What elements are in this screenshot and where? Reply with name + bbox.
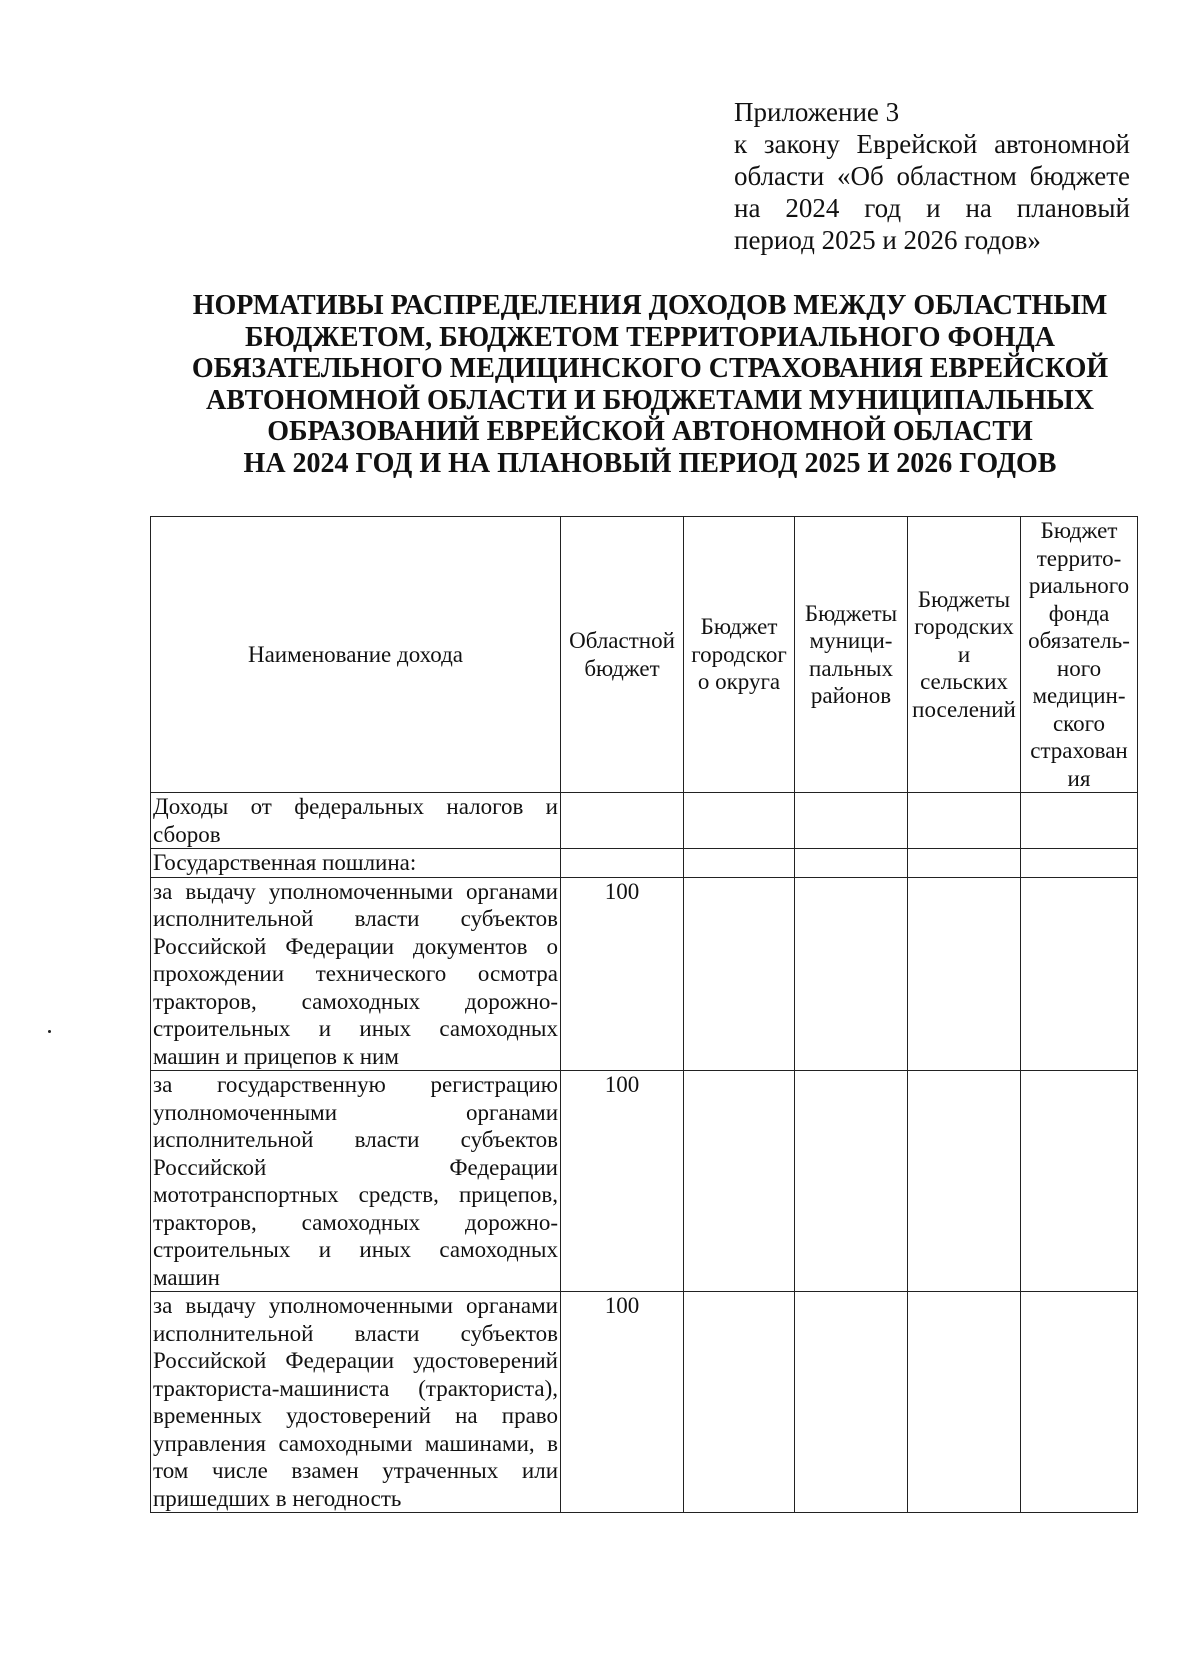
- header-label-line: и: [957, 641, 971, 667]
- header-label-line: городског: [691, 641, 787, 667]
- settlements-value: [908, 849, 1021, 878]
- header-label-line: ного: [1056, 655, 1102, 681]
- title-line: НА 2024 ГОД И НА ПЛАНОВЫЙ ПЕРИОД 2025 И 2026 ГОДОВ: [243, 447, 1057, 479]
- header-label-line: пальных: [809, 655, 893, 681]
- document-title: [150, 290, 1150, 479]
- income-name-line: машин и прицепов к ним: [153, 1043, 399, 1069]
- income-name-line: тракторов, самоходных дорожно-: [153, 1209, 558, 1235]
- income-name-line: уполномоченными органами: [153, 1099, 558, 1125]
- health-fund-value: [1021, 793, 1138, 849]
- appendix-header: [734, 96, 1130, 256]
- header-label-line: Бюджеты: [917, 586, 1011, 612]
- income-name-line: сборов: [153, 821, 221, 847]
- health-fund-value: [1021, 1292, 1138, 1513]
- city-district-value: [684, 877, 795, 1071]
- header-label-line: страхован: [1030, 738, 1128, 763]
- income-name-cell: [151, 1292, 561, 1513]
- income-name-line: Российской Федерации: [153, 1154, 558, 1180]
- income-name-line: за государственную регистрацию: [153, 1072, 558, 1097]
- income-name-line: за выдачу уполномоченными органами: [153, 1293, 558, 1318]
- table-row: [151, 1292, 1138, 1513]
- municipal-districts-value: [795, 1292, 908, 1513]
- header-settlements-budget: [908, 517, 1021, 793]
- city-district-value: [684, 793, 795, 849]
- health-fund-value: [1021, 877, 1138, 1071]
- header-row: [151, 517, 1138, 793]
- income-name-line: Доходы от федеральных налогов и: [153, 794, 558, 819]
- municipal-districts-value: [795, 849, 908, 878]
- header-label-line: бюджет: [584, 655, 660, 681]
- income-name-line: Государственная пошлина:: [153, 850, 417, 875]
- regional-value: 100: [561, 1071, 684, 1292]
- header-label-line: поселений: [912, 696, 1016, 722]
- regional-value: [561, 793, 684, 849]
- income-name-line: исполнительной власти субъектов: [153, 906, 558, 931]
- income-name-line: том числе взамен утраченных или: [153, 1458, 558, 1483]
- header-name: Наименование дохода: [151, 517, 561, 793]
- header-label-line: городских: [914, 614, 1014, 640]
- header-label-line: фонда: [1048, 600, 1110, 626]
- appendix-line: период 2025 и 2026 годов»: [734, 225, 1041, 255]
- header-city-district-budget: [684, 517, 795, 793]
- appendix-line: Приложение 3: [734, 97, 900, 127]
- income-name-line: Российской Федерации удостоверений: [153, 1348, 558, 1373]
- regional-value: 100: [561, 1292, 684, 1513]
- header-label-line: Областной: [569, 628, 675, 653]
- header-label-line: ия: [1067, 765, 1091, 791]
- header-label-line: Бюджет: [700, 614, 778, 640]
- settlements-value: [908, 1071, 1021, 1292]
- table-row: [151, 1071, 1138, 1292]
- header-label-line: муници-: [809, 628, 893, 653]
- municipal-districts-value: [795, 877, 908, 1071]
- header-municipal-districts-budget: [795, 517, 908, 793]
- income-name-cell: [151, 1071, 561, 1292]
- header-health-fund-budget: [1021, 517, 1138, 793]
- income-name-line: мототранспортных средств, прицепов,: [153, 1182, 558, 1207]
- title-line: ОБРАЗОВАНИЙ ЕВРЕЙСКОЙ АВТОНОМНОЙ ОБЛАСТИ: [267, 416, 1033, 447]
- title-line: НОРМАТИВЫ РАСПРЕДЕЛЕНИЯ ДОХОДОВ МЕЖДУ ОБЛАСТНЫМ: [192, 290, 1108, 321]
- header-label-line: риального: [1028, 573, 1130, 598]
- income-name-line: машин: [153, 1264, 220, 1290]
- city-district-value: [684, 849, 795, 878]
- appendix-line: области «Об областном бюджете: [734, 161, 1130, 191]
- settlements-value: [908, 793, 1021, 849]
- norms-table: [150, 516, 1138, 1513]
- regional-value: 100: [561, 877, 684, 1071]
- header-label-line: о округа: [697, 669, 781, 695]
- header-label-line: Бюджеты: [804, 600, 898, 626]
- income-name-line: временных удостоверений на право: [153, 1403, 558, 1428]
- header-label-line: районов: [810, 683, 892, 708]
- income-name-line: за выдачу уполномоченными органами: [153, 878, 558, 904]
- settlements-value: [908, 877, 1021, 1071]
- header-label-line: ского: [1052, 710, 1106, 736]
- appendix-line: к закону Еврейской автономной: [734, 129, 1130, 159]
- income-name-line: тракторов, самоходных дорожно-: [153, 988, 558, 1014]
- city-district-value: [684, 1292, 795, 1513]
- income-name-line: строительных и иных самоходных: [153, 1016, 558, 1041]
- income-name-cell: [151, 849, 561, 878]
- income-name-line: исполнительной власти субъектов: [153, 1127, 558, 1152]
- table-row: [151, 877, 1138, 1071]
- income-name-line: пришедших в негодность: [153, 1485, 402, 1511]
- income-name-line: прохождении технического осмотра: [153, 961, 558, 986]
- header-label-line: обязатель-: [1028, 628, 1130, 653]
- header-label-line: сельских: [920, 669, 1008, 695]
- appendix-line: на 2024 год и на плановый: [734, 193, 1130, 223]
- settlements-value: [908, 1292, 1021, 1513]
- health-fund-value: [1021, 849, 1138, 878]
- regional-value: [561, 849, 684, 878]
- scan-dot: [48, 1030, 51, 1033]
- title-line: ОБЯЗАТЕЛЬНОГО МЕДИЦИНСКОГО СТРАХОВАНИЯ ЕВРЕЙСКОЙ: [191, 353, 1109, 384]
- header-label-line: Бюджет: [1040, 518, 1118, 543]
- header-label-line: террито-: [1036, 545, 1122, 571]
- income-name-cell: [151, 877, 561, 1071]
- municipal-districts-value: [795, 793, 908, 849]
- header-regional-budget: [561, 517, 684, 793]
- income-name-line: управления самоходными машинами, в: [153, 1430, 558, 1456]
- municipal-districts-value: [795, 1071, 908, 1292]
- income-name-line: исполнительной власти субъектов: [153, 1320, 558, 1346]
- table-row: [151, 849, 1138, 878]
- income-name-line: тракториста-машиниста (тракториста),: [153, 1375, 558, 1401]
- income-name-cell: [151, 793, 561, 849]
- income-name-line: Российской Федерации документов о: [153, 933, 558, 959]
- title-line: АВТОНОМНОЙ ОБЛАСТИ И БЮДЖЕТАМИ МУНИЦИПАЛЬНЫХ: [206, 384, 1094, 416]
- table-row: [151, 793, 1138, 849]
- header-label-line: медицин-: [1032, 683, 1126, 708]
- city-district-value: [684, 1071, 795, 1292]
- health-fund-value: [1021, 1071, 1138, 1292]
- income-name-line: строительных и иных самоходных: [153, 1237, 558, 1262]
- title-line: БЮДЖЕТОМ, БЮДЖЕТОМ ТЕРРИТОРИАЛЬНОГО ФОНДА: [245, 321, 1055, 353]
